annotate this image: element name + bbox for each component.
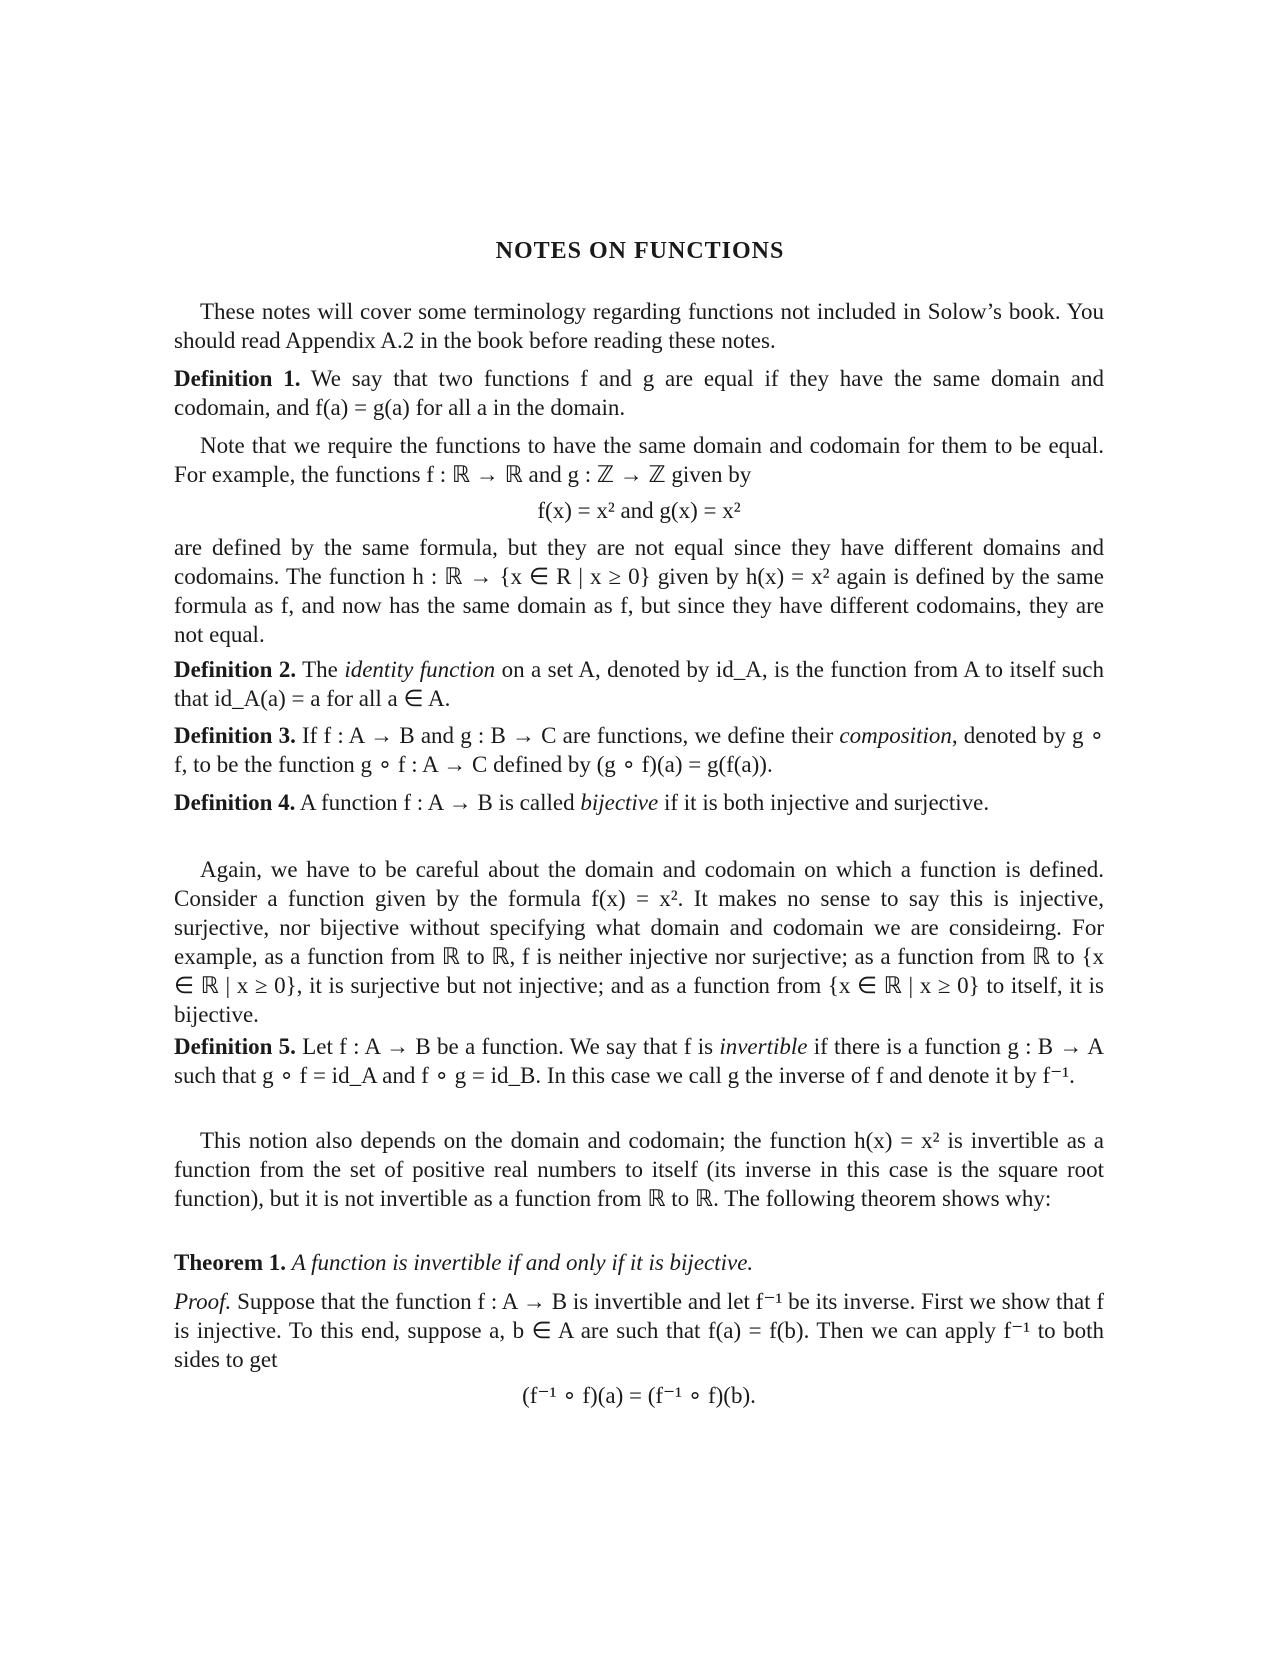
defined-term: invertible bbox=[719, 1034, 808, 1059]
definition-text: We say that two functions f and g are equal if they have the same domain and codomain, and f(a) = g(a) for all a in the domain. bbox=[174, 366, 1104, 420]
definition-label: Definition 4. bbox=[174, 790, 296, 815]
page-title: NOTES ON FUNCTIONS bbox=[495, 238, 785, 264]
intro-paragraph: These notes will cover some terminology regarding functions not included in Solow’s book. You should read Appendix A.2 in the book before reading these notes. bbox=[174, 299, 1104, 353]
definition-5 bbox=[174, 1032, 1104, 1090]
equality-note-paragraph: Note that we require the functions to have the same domain and codomain for them to be equal. For example, the functions f : ℝ → ℝ and g : ℤ → ℤ given by bbox=[174, 433, 1104, 487]
definition-text-pre: The bbox=[302, 657, 345, 682]
equality-continuation-paragraph: are defined by the same formula, but they are not equal since they have different domains and codomains. The function h : ℝ → {x ∈ R | x ≥ 0} given by h(x) = x² again is defined by the same formula as f, and now has the same domain as f, but since they have different codomains, they are not equal. bbox=[174, 535, 1104, 647]
defined-term: composition bbox=[839, 723, 952, 748]
definition-label: Definition 2. bbox=[174, 657, 297, 682]
definition-label: Definition 3. bbox=[174, 723, 296, 748]
theorem-label: Theorem 1. bbox=[174, 1250, 287, 1275]
bijective-discussion-paragraph: Again, we have to be careful about the domain and codomain on which a function is defined. Consider a function given by the formula f(x) = x². It makes no sense to say this is injective, surjective, nor bijective without specifying what domain and codomain we are consideirng. For example, as a function from ℝ to ℝ, f is neither injective nor surjective; as a function from ℝ to {x ∈ ℝ | x ≥ 0}, it is surjective but not injective; and as a function from {x ∈ ℝ | x ≥ 0} to itself, it is bijective. bbox=[174, 857, 1104, 1027]
display-equation: (f⁻¹ ∘ f)(a) = (f⁻¹ ∘ f)(b). bbox=[522, 1383, 756, 1408]
proof-text: Suppose that the function f : A → B is invertible and let f⁻¹ be its inverse. First we show that f is injective. To this end, suppose a, b ∈ A are such that f(a) = f(b). Then we can apply f⁻¹ to both sides to get bbox=[174, 1289, 1104, 1372]
invertible-discussion-paragraph: This notion also depends on the domain and codomain; the function h(x) = x² is invertible as a function from the set of positive real numbers to itself (its inverse in this case is the square root function), but it is not invertible as a function from ℝ to ℝ. The following theorem shows why: bbox=[174, 1128, 1104, 1211]
definition-text-pre: If f : A → B and g : B → C are functions, we define their bbox=[302, 723, 840, 748]
definition-2 bbox=[174, 655, 1104, 713]
defined-term: bijective bbox=[580, 790, 659, 815]
definition-text: if there is a function g : B → A such that g ∘ f = id_A and f ∘ g = id_B. In this case we call g the inverse of f and denote it by f⁻¹. bbox=[174, 1034, 1105, 1088]
definition-text: , denoted by g ∘ f, to be the function g ∘ f : A → C defined by (g ∘ f)(a) = g(f(a)). bbox=[174, 723, 1105, 777]
definition-4 bbox=[174, 788, 1104, 817]
definition-label: Definition 1. bbox=[174, 366, 301, 391]
theorem-1 bbox=[174, 1248, 1104, 1277]
display-equation: f(x) = x² and g(x) = x² bbox=[537, 498, 741, 523]
definition-text: if it is both injective and surjective. bbox=[658, 790, 990, 815]
defined-term: identity function bbox=[344, 657, 496, 682]
definition-label: Definition 5. bbox=[174, 1034, 296, 1059]
definition-3 bbox=[174, 721, 1104, 779]
definition-text-pre: A function f : A → B is called bbox=[299, 790, 581, 815]
proof-paragraph bbox=[174, 1287, 1104, 1374]
definition-text: on a set A, denoted by id_A, is the function from A to itself such that id_A(a) = a for all a ∈ A. bbox=[174, 657, 1105, 711]
definition-text-pre: Let f : A → B be a function. We say that f is bbox=[302, 1034, 720, 1059]
theorem-statement: A function is invertible if and only if it is bijective. bbox=[291, 1250, 754, 1275]
proof-label: Proof. bbox=[174, 1289, 232, 1314]
definition-1 bbox=[174, 364, 1104, 422]
